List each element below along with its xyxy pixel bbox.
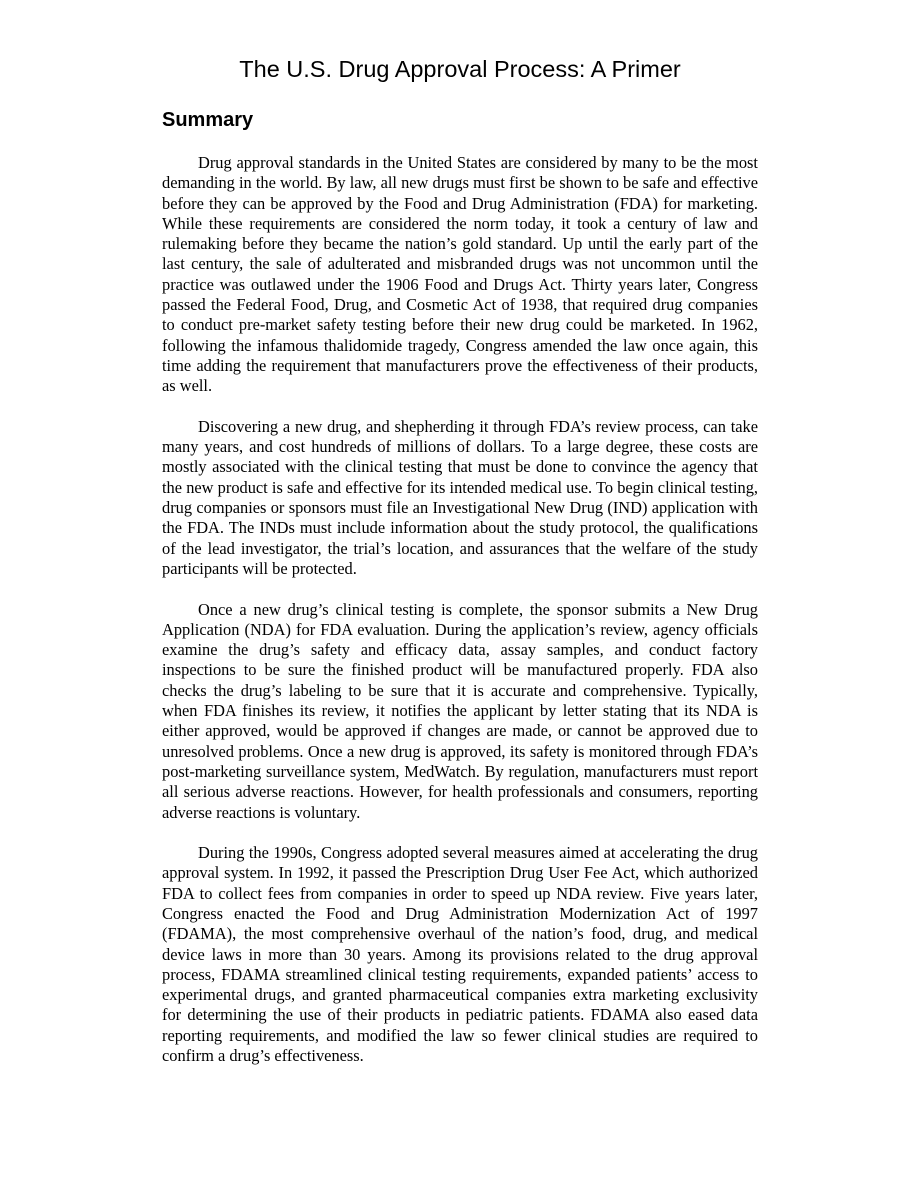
- paragraph-clinical-testing: Discovering a new drug, and shepherding it through FDA’s review process, can take many years, and cost hundreds of millions of dollars. To a large degree, these costs are mostly associated with the clinical testing that must be done to convince the agency that the new product is safe and effective for its intended medical use. To begin clinical testing, drug companies or sponsors must file an Investigational New Drug (IND) application with the FDA. The INDs must include information about the study protocol, the qualifications of the lead investigator, the trial’s location, and assurances that the welfare of the study participants will be protected.: [162, 416, 758, 578]
- document-title: The U.S. Drug Approval Process: A Primer: [239, 56, 681, 82]
- paragraph-1990s-measures: During the 1990s, Congress adopted several measures aimed at accelerating the drug approval system. In 1992, it passed the Prescription Drug User Fee Act, which authorized FDA to collect fees from companies in order to speed up NDA review. Five years later, Congress enacted the Food and Drug Administration Modernization Act of 1997 (FDAMA), the most comprehensive overhaul of the nation’s food, drug, and medical device laws in more than 30 years. Among its provisions related to the drug approval process, FDAMA streamlined clinical testing requirements, expanded patients’ access to experimental drugs, and granted pharmaceutical companies extra marketing exclusivity for determining the use of their products in pediatric patients. FDAMA also eased data reporting requirements, and modified the law so fewer clinical studies are required to confirm a drug’s effectiveness.: [162, 843, 758, 1066]
- paragraph-approval-standards: Drug approval standards in the United States are considered by many to be the most demanding in the world. By law, all new drugs must first be shown to be safe and effective before they can be approved by the Food and Drug Administration (FDA) for marketing. While these requirements are considered the norm today, it took a century of law and rulemaking before they became the nation’s gold standard. Up until the early part of the last century, the sale of adulterated and misbranded drugs was not uncommon until the practice was outlawed under the 1906 Food and Drugs Act. Thirty years later, Congress passed the Federal Food, Drug, and Cosmetic Act of 1938, that required drug companies to conduct pre-market safety testing before their new drug could be marketed. In 1962, following the infamous thalidomide tragedy, Congress amended the law once again, this time adding the requirement that manufacturers prove the effectiveness of their products, as well.: [162, 153, 758, 396]
- document-page: [162, 0, 758, 1066]
- paragraph-nda-review: Once a new drug’s clinical testing is complete, the sponsor submits a New Drug Application (NDA) for FDA evaluation. During the application’s review, agency officials examine the drug’s safety and efficacy data, assay samples, and conduct factory inspections to be sure the finished product will be manufactured properly. FDA also checks the drug’s labeling to be sure that it is accurate and comprehensive. Typically, when FDA finishes its review, it notifies the applicant by letter stating that its NDA is either approved, would be approved if changes are made, or cannot be approved due to unresolved problems. Once a new drug is approved, its safety is monitored through FDA’s post-marketing surveillance system, MedWatch. By regulation, manufacturers must report all serious adverse reactions. However, for health professionals and consumers, reporting adverse reactions is voluntary.: [162, 599, 758, 822]
- section-heading-summary: Summary: [162, 109, 254, 131]
